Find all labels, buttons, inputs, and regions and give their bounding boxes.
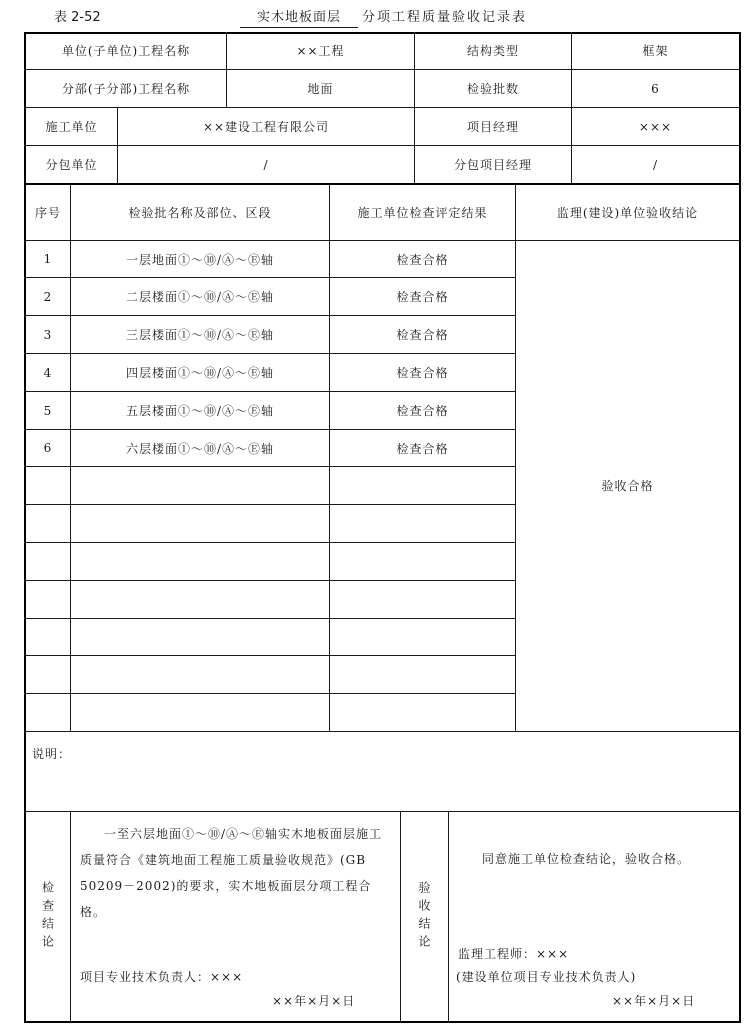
inspection-label: 检查结论 (40, 881, 55, 953)
row-batch-name: 二层楼面①～⑩/Ⓐ～Ⓔ轴 (125, 290, 275, 304)
inspection-text: 一至六层地面①～⑩/Ⓐ～Ⓔ轴实木地板面层施工质量符合《建筑地面工程施工质量验收规范》(GB 50209－2002)的要求，实木地板面层分项工程合格。 (80, 827, 383, 919)
acceptance-signer-note: (建设单位项目专业技术负责人) (456, 970, 637, 984)
sub-project-label: 分部(子分部)工程名称 (61, 82, 191, 96)
row-result: 检查合格 (396, 252, 449, 267)
header-supervision-result: 监理(建设)单位验收结论 (556, 206, 699, 220)
title-fill: 实木地板面层 (240, 6, 358, 28)
batch-count-label: 检验批数 (466, 82, 519, 96)
row-batch-name: 五层楼面①～⑩/Ⓐ～Ⓔ轴 (125, 404, 275, 418)
acceptance-signer: 监理工程师：××× (458, 947, 570, 961)
row-no: 1 (43, 252, 53, 266)
row-result: 检查合格 (396, 366, 449, 380)
row-result: 检查合格 (396, 404, 449, 418)
structure-type-value: 框架 (642, 44, 669, 58)
batch-count-value: 6 (651, 81, 660, 96)
row-batch-name: 三层楼面①～⑩/Ⓐ～Ⓔ轴 (125, 328, 275, 342)
row-batch-name: 六层楼面①～⑩/Ⓐ～Ⓔ轴 (125, 441, 275, 456)
sub-manager-label: 分包项目经理 (453, 158, 532, 172)
notes-label: 说明： (32, 747, 72, 761)
acceptance-date: ××年×月×日 (612, 994, 696, 1008)
inspection-date: ××年×月×日 (272, 994, 356, 1008)
row-no: 3 (43, 327, 53, 342)
row-no: 2 (43, 289, 53, 304)
subcontractor-label: 分包单位 (45, 158, 98, 172)
unit-project-label: 单位(子单位)工程名称 (61, 44, 191, 58)
header-contractor-result: 施工单位检查评定结果 (357, 206, 488, 220)
row-no: 5 (43, 403, 53, 418)
project-manager-label: 项目经理 (466, 120, 519, 134)
row-no: 4 (43, 365, 53, 380)
header-seq: 序号 (34, 206, 61, 220)
project-manager-value: ××× (638, 119, 673, 134)
row-result: 检查合格 (396, 328, 449, 342)
page-title: 分项工程质量验收记录表 (362, 10, 528, 25)
contractor-label: 施工单位 (45, 120, 98, 134)
row-result: 检查合格 (396, 441, 449, 456)
unit-project-value: ××工程 (296, 44, 345, 58)
header-batch-name: 检验批名称及部位、区段 (128, 206, 272, 220)
row-batch-name: 一层地面①～⑩/Ⓐ～Ⓔ轴 (125, 252, 275, 267)
acceptance-label: 验收结论 (417, 881, 431, 953)
sub-manager-value: / (652, 157, 659, 172)
inspection-signer: 项目专业技术负责人：××× (80, 970, 244, 984)
structure-type-label: 结构类型 (466, 44, 519, 58)
sub-project-value: 地面 (307, 82, 334, 96)
row-result: 检查合格 (396, 290, 449, 304)
supervision-conclusion: 验收合格 (601, 478, 654, 493)
row-no: 6 (43, 441, 53, 455)
acceptance-text: 同意施工单位检查结论，验收合格。 (482, 852, 691, 866)
table-number: 表 2-52 (54, 10, 101, 25)
contractor-value: ××建设工程有限公司 (202, 120, 330, 134)
subcontractor-value: / (263, 157, 269, 172)
row-batch-name: 四层楼面①～⑩/Ⓐ～Ⓔ轴 (125, 366, 275, 380)
